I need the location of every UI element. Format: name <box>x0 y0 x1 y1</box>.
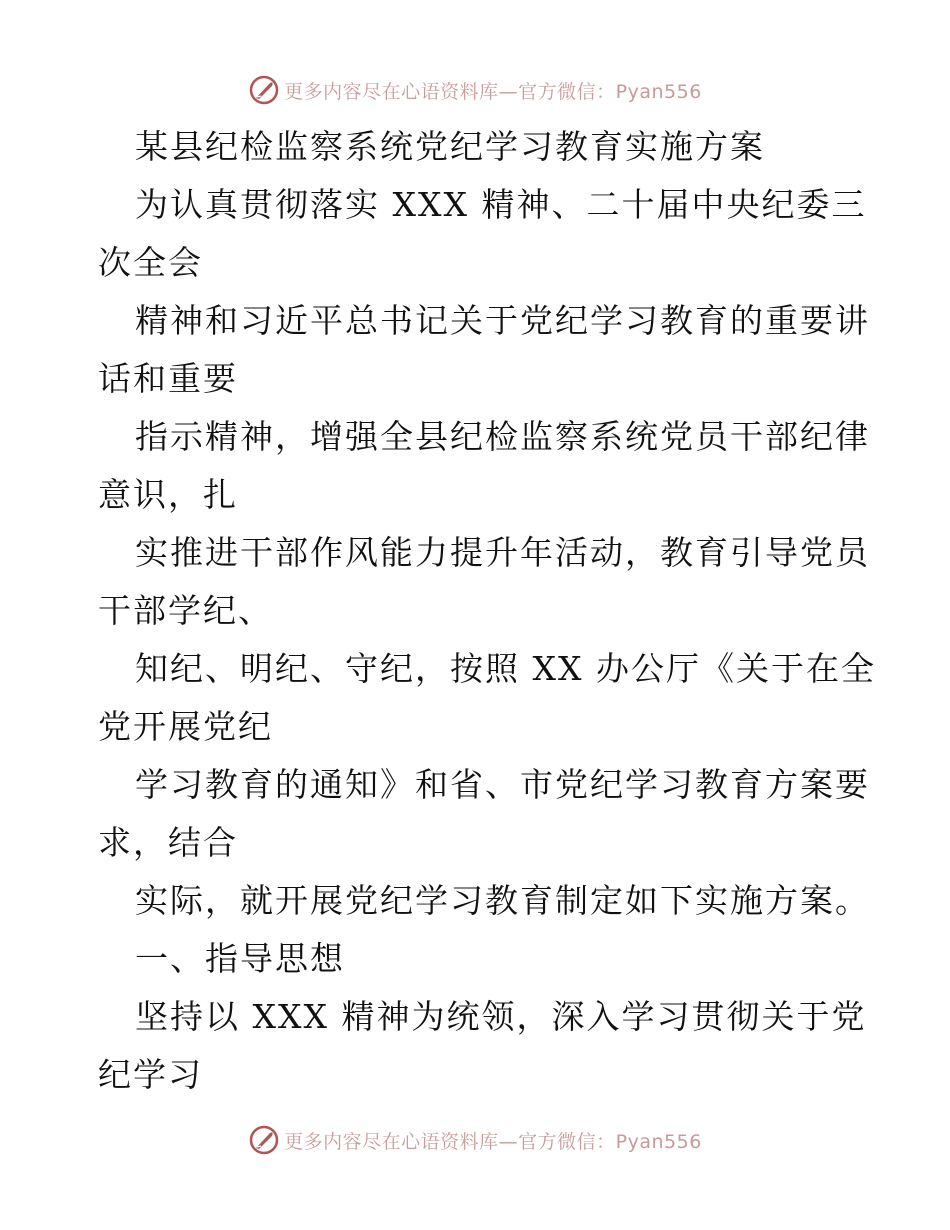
text-line: 一、指导思想 <box>135 939 345 978</box>
text-line: 求，结合 <box>98 823 238 862</box>
text-line: 话和重要 <box>98 359 238 398</box>
text-line: 实际，就开展党纪学习教育制定如下实施方案。 <box>135 881 870 920</box>
header-watermark <box>0 70 950 110</box>
text-line: 实推进干部作风能力提升年活动，教育引导党员 <box>135 533 870 572</box>
text-line: 党开展党纪 <box>98 707 273 746</box>
footer-watermark <box>0 1120 950 1160</box>
feather-pen-logo-icon <box>248 1124 280 1156</box>
text-line: 指示精神，增强全县纪检监察系统党员干部纪律 <box>135 417 870 456</box>
feather-pen-logo-icon <box>248 74 280 106</box>
document-body <box>98 118 876 1104</box>
text-line: 坚持以 XXX 精神为统领，深入学习贯彻关于党 <box>135 997 867 1036</box>
watermark-text: 更多内容尽在心语资料库—官方微信：Pyan556 <box>284 80 702 103</box>
text-line: 干部学纪、 <box>98 591 273 630</box>
text-line: 知纪、明纪、守纪，按照 XX 办公厅《关于在全 <box>135 649 876 688</box>
document-title: 某县纪检监察系统党纪学习教育实施方案 <box>135 127 765 166</box>
text-line: 意识，扎 <box>98 475 238 514</box>
text-line: 精神和习近平总书记关于党纪学习教育的重要讲 <box>135 301 870 340</box>
text-line: 学习教育的通知》和省、市党纪学习教育方案要 <box>135 765 870 804</box>
text-line: 纪学习 <box>98 1055 203 1094</box>
text-line: 为认真贯彻落实 XXX 精神、二十届中央纪委三 <box>135 185 867 224</box>
text-line: 次全会 <box>98 243 203 282</box>
watermark-text: 更多内容尽在心语资料库—官方微信：Pyan556 <box>284 1130 702 1153</box>
